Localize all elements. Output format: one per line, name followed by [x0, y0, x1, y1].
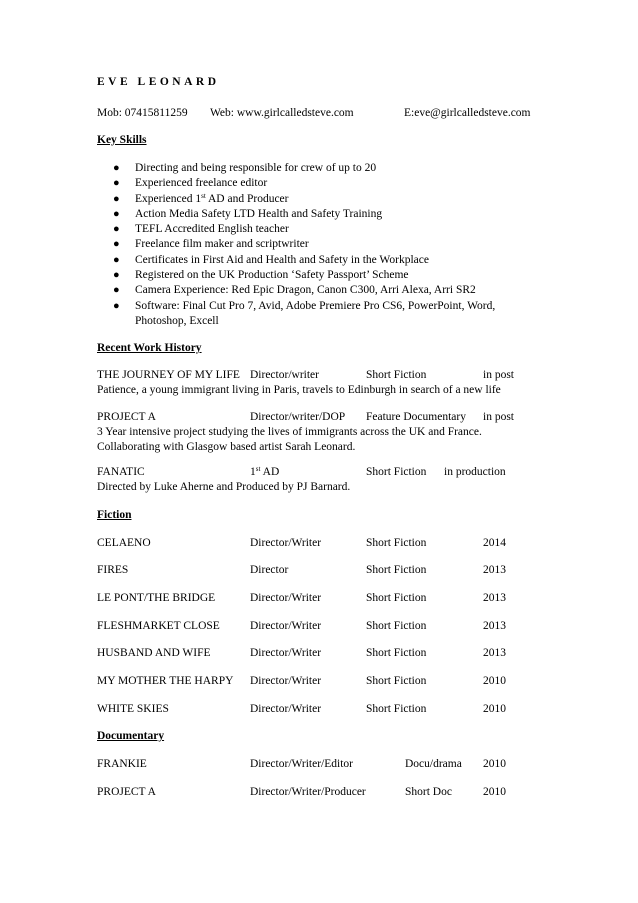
fiction-genre: Short Fiction: [366, 675, 427, 687]
fiction-title: LE PONT/THE BRIDGE: [97, 592, 216, 604]
contact-web: Web: www.girlcalledsteve.com: [210, 107, 354, 119]
fiction-genre: Short Fiction: [366, 647, 427, 659]
fiction-genre: Short Fiction: [366, 564, 427, 576]
cv-name: EVE LEONARD: [97, 76, 220, 88]
fiction-title: HUSBAND AND WIFE: [97, 647, 211, 659]
fiction-year: 2014: [483, 537, 506, 549]
documentary-genre: Short Doc: [405, 786, 452, 798]
work-genre: Feature Documentary: [366, 411, 466, 423]
bullet-icon: ●: [113, 177, 120, 190]
fiction-year: 2013: [483, 592, 506, 604]
fiction-genre: Short Fiction: [366, 703, 427, 715]
bullet-icon: ●: [113, 223, 120, 236]
work-genre: Short Fiction: [366, 369, 427, 381]
documentary-role: Director/Writer/Producer: [250, 786, 366, 798]
skill-item: ● Certificates in First Aid and Health and Safety in the Workplace: [113, 253, 543, 268]
documentary-genre: Docu/drama: [405, 758, 462, 770]
fiction-role: Director/Writer: [250, 647, 322, 659]
documentary-year: 2010: [483, 758, 506, 770]
fiction-title: FIRES: [97, 564, 129, 576]
work-title: THE JOURNEY OF MY LIFE: [97, 369, 240, 381]
work-genre: Short Fiction: [366, 466, 427, 478]
skill-item: ● Camera Experience: Red Epic Dragon, Canon C300, Arri Alexa, Arri SR2: [113, 283, 543, 298]
skill-item: ● Directing and being responsible for crew of up to 20: [113, 161, 543, 176]
fiction-year: 2013: [483, 620, 506, 632]
fiction-role: Director/Writer: [250, 592, 322, 604]
fiction-title: CELAENO: [97, 537, 151, 549]
fiction-title: MY MOTHER THE HARPY: [97, 675, 234, 687]
fiction-genre: Short Fiction: [366, 537, 427, 549]
bullet-icon: ●: [113, 238, 120, 251]
skill-item: ● Experienced freelance editor: [113, 176, 543, 191]
work-role: 1st AD: [250, 465, 280, 478]
work-description: Collaborating with Glasgow based artist Sarah Leonard.: [97, 441, 356, 453]
fiction-heading: Fiction: [97, 509, 132, 521]
bullet-icon: ●: [113, 192, 120, 205]
skill-item: ● TEFL Accredited English teacher: [113, 222, 543, 237]
key-skills-list: [113, 161, 543, 329]
bullet-icon: ●: [113, 269, 120, 282]
fiction-role: Director/Writer: [250, 537, 322, 549]
documentary-title: FRANKIE: [97, 758, 147, 770]
work-description: Directed by Luke Aherne and Produced by PJ Barnard.: [97, 481, 351, 493]
key-skills-heading: Key Skills: [97, 134, 147, 146]
fiction-role: Director/Writer: [250, 620, 322, 632]
work-status: in production: [444, 466, 506, 478]
fiction-role: Director: [250, 564, 289, 576]
documentary-role: Director/Writer/Editor: [250, 758, 353, 770]
documentary-year: 2010: [483, 786, 506, 798]
fiction-title: WHITE SKIES: [97, 703, 169, 715]
skill-item: ● Action Media Safety LTD Health and Safety Training: [113, 207, 543, 222]
fiction-year: 2013: [483, 564, 506, 576]
skill-item: ● Software: Final Cut Pro 7, Avid, Adobe Premiere Pro CS6, PowerPoint, Word, Photoshop, Excell: [113, 299, 496, 327]
bullet-icon: ●: [113, 207, 120, 220]
fiction-role: Director/Writer: [250, 703, 322, 715]
fiction-role: Director/Writer: [250, 675, 322, 687]
recent-work-heading: Recent Work History: [97, 342, 202, 354]
bullet-icon: ●: [113, 253, 120, 266]
fiction-year: 2010: [483, 703, 506, 715]
bullet-icon: ●: [113, 299, 120, 312]
fiction-year: 2010: [483, 675, 506, 687]
work-status: in post: [483, 369, 514, 381]
documentary-title: PROJECT A: [97, 786, 156, 798]
fiction-title: FLESHMARKET CLOSE: [97, 620, 220, 632]
documentary-heading: Documentary: [97, 730, 165, 742]
bullet-icon: ●: [113, 162, 120, 174]
skill-item: ● Experienced 1st AD and Producer: [113, 192, 543, 207]
contact-email: E:eve@girlcalledsteve.com: [404, 107, 531, 119]
work-title: PROJECT A: [97, 411, 156, 423]
fiction-year: 2013: [483, 647, 506, 659]
bullet-icon: ●: [113, 284, 120, 297]
work-status: in post: [483, 411, 514, 423]
work-description: Patience, a young immigrant living in Paris, travels to Edinburgh in search of a new life: [97, 384, 501, 396]
skill-item: ● Freelance film maker and scriptwriter: [113, 237, 543, 252]
work-description: 3 Year intensive project studying the lives of immigrants across the UK and France.: [97, 426, 482, 438]
fiction-genre: Short Fiction: [366, 592, 427, 604]
work-role: Director/writer: [250, 369, 319, 381]
skill-item: ● Registered on the UK Production ‘Safety Passport’ Scheme: [113, 268, 543, 283]
work-role: Director/writer/DOP: [250, 411, 346, 423]
contact-mobile: Mob: 07415811259: [97, 107, 188, 119]
fiction-genre: Short Fiction: [366, 620, 427, 632]
work-title: FANATIC: [97, 466, 145, 478]
